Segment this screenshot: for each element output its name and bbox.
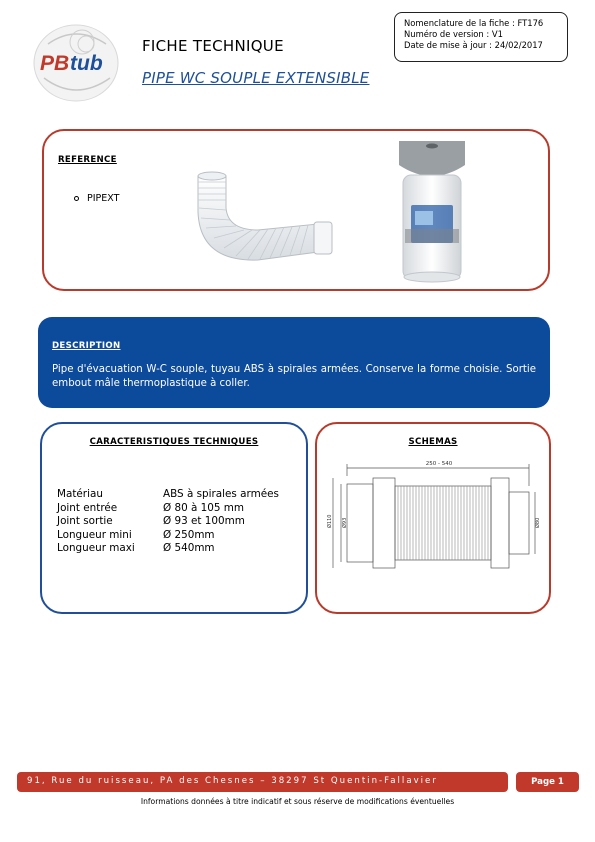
bullet-icon bbox=[74, 196, 79, 201]
pipe-product-image bbox=[188, 168, 340, 268]
spec-label: Matériau bbox=[57, 488, 103, 500]
meta-date: Date de mise à jour : 24/02/2017 bbox=[404, 40, 543, 50]
document-title: FICHE TECHNIQUE bbox=[142, 37, 284, 55]
dim-d93: Ø93 bbox=[342, 517, 348, 528]
spec-value: ABS à spirales armées bbox=[163, 488, 279, 500]
packaged-product-image bbox=[385, 137, 479, 285]
schema-title: SCHEMAS bbox=[408, 437, 458, 447]
spec-value: Ø 540mm bbox=[163, 542, 215, 554]
reference-item bbox=[74, 193, 119, 204]
specifications-title: CARACTERISTIQUES TECHNIQUES bbox=[89, 437, 259, 447]
spec-value: Ø 250mm bbox=[163, 529, 215, 541]
reference-code: PIPEXT bbox=[87, 193, 120, 204]
spec-label: Joint sortie bbox=[57, 515, 113, 527]
description-title: DESCRIPTION bbox=[52, 341, 121, 351]
meta-nomenclature: Nomenclature de la fiche : FT176 bbox=[404, 18, 544, 28]
footer-address-bar: 91, Rue du ruisseau, PA des Chesnes – 38297 St Quentin-Fallavier bbox=[17, 772, 508, 792]
spec-value: Ø 93 et 100mm bbox=[163, 515, 245, 527]
footer-disclaimer: Informations données à titre indicatif et sous réserve de modifications éventuelles bbox=[140, 797, 455, 806]
document-meta-box bbox=[394, 12, 568, 62]
dim-d110: Ø110 bbox=[327, 514, 333, 528]
page-number-badge: Page 1 bbox=[516, 772, 579, 792]
spec-label: Longueur maxi bbox=[57, 542, 135, 554]
description-text: Pipe d'évacuation W-C souple, tuyau ABS à spirales armées. Conserve la forme choisie. Sortie embout mâle thermoplastique à coller. bbox=[52, 364, 536, 389]
meta-version: Numéro de version : V1 bbox=[404, 29, 503, 39]
dim-length: 250 - 540 bbox=[425, 461, 453, 467]
reference-title: REFERENCE bbox=[58, 155, 117, 165]
product-title: PIPE WC SOUPLE EXTENSIBLE bbox=[142, 69, 370, 87]
spec-label: Joint entrée bbox=[57, 502, 118, 514]
spec-label: Longueur mini bbox=[57, 529, 132, 541]
svg-text:tub: tub bbox=[70, 52, 103, 75]
pipe-schema-drawing bbox=[327, 456, 541, 586]
pbtub-logo bbox=[30, 22, 122, 104]
dim-d80: Ø80 bbox=[535, 517, 541, 528]
spec-value: Ø 80 à 105 mm bbox=[163, 502, 245, 514]
logo-text: PB bbox=[40, 52, 70, 75]
